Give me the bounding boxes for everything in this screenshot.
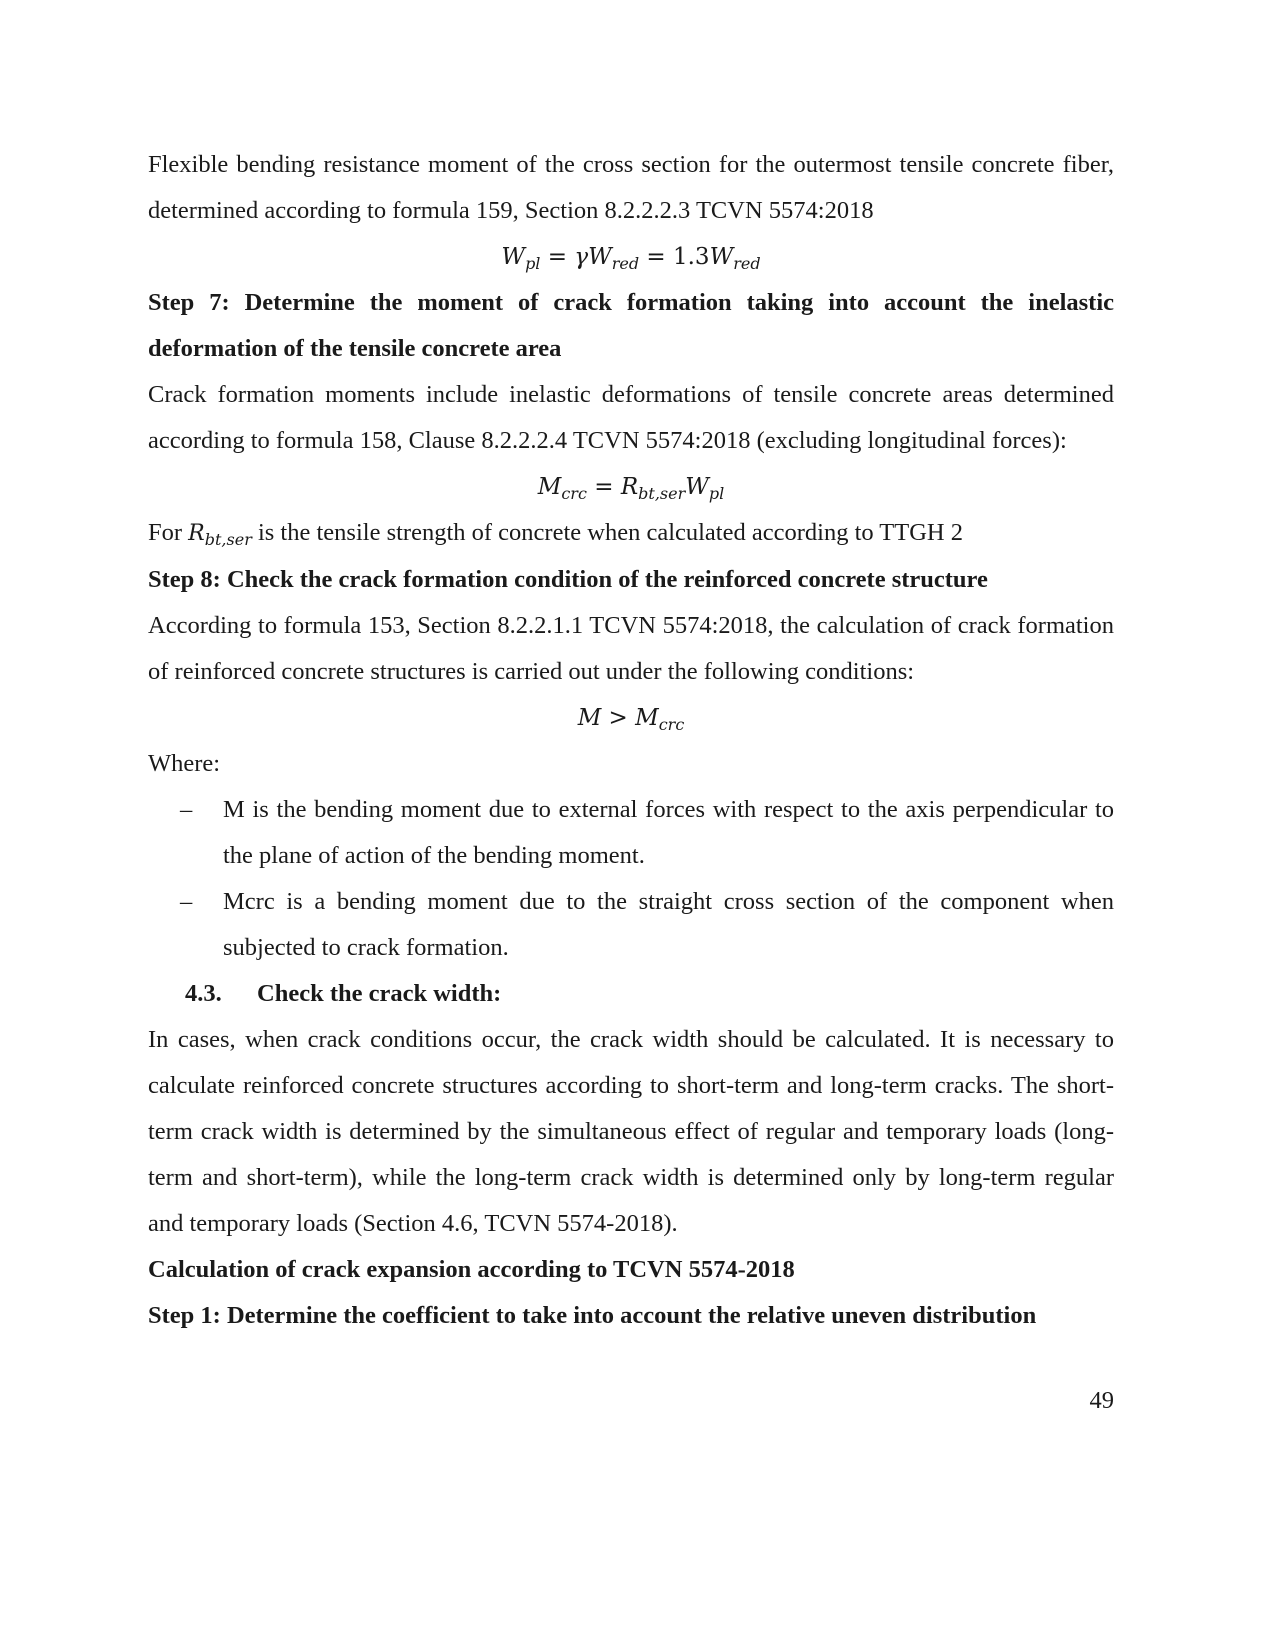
formula-operator: >	[601, 705, 636, 731]
formula-symbol: M	[537, 474, 562, 500]
formula-symbol: M	[635, 705, 659, 731]
formula-subscript: pl	[525, 254, 541, 273]
formula-subscript: bt,ser	[638, 484, 686, 503]
subsection-number: 4.3.	[185, 980, 222, 1007]
formula-subscript: bt,ser	[204, 530, 252, 549]
inline-math-rbtser	[188, 521, 252, 549]
formula-wpl	[148, 234, 1114, 280]
formula-symbol: R	[188, 521, 205, 546]
formula-coefficient: 1.3	[672, 244, 710, 270]
formula-symbol: γ	[574, 244, 589, 270]
heading-step-7: Step 7: Determine the moment of crack formation taking into account the inelastic deformation of the tensile concrete area	[148, 289, 1114, 362]
heading-step-8: Step 8: Check the crack formation condition of the reinforced concrete structure	[148, 566, 988, 593]
formula-operator: =	[639, 244, 673, 270]
dash-bullet: –	[180, 796, 193, 823]
formula-subscript: red	[733, 254, 761, 273]
text-fragment: is the tensile strength of concrete when calculated according to TTGH 2	[251, 519, 964, 546]
formula-condition	[148, 695, 1114, 741]
formula-operator: =	[540, 244, 575, 270]
text-fragment: For	[148, 519, 189, 546]
list-item-text: Mcrc is a bending moment due to the straight cross section of the component when subjected to crack formation.	[223, 888, 1114, 961]
formula-symbol: M	[577, 705, 602, 731]
paragraph-rbtser-definition	[148, 510, 1114, 557]
formula-symbol: R	[620, 474, 639, 500]
list-item-text: M is the bending moment due to external forces with respect to the axis perpendicular to the plane of action of the bending moment.	[223, 796, 1114, 869]
heading-calculation: Calculation of crack expansion according to TCVN 5574-2018	[148, 1256, 795, 1283]
formula-subscript: pl	[708, 484, 725, 503]
paragraph-formula-153: According to formula 153, Section 8.2.2.1.1 TCVN 5574:2018, the calculation of crack formation of reinforced concrete structures is carried out under the following conditions:	[148, 612, 1114, 685]
formula-mcrc	[148, 464, 1114, 510]
heading-step-1: Step 1: Determine the coefficient to take into account the relative uneven distribution	[148, 1302, 1037, 1329]
label-where: Where:	[148, 750, 221, 777]
formula-symbol: W	[501, 244, 526, 270]
formula-subscript: red	[611, 254, 640, 273]
formula-operator: =	[586, 474, 621, 500]
subsection-heading-4-3	[148, 971, 1114, 1017]
paragraph-crack-width: In cases, when crack conditions occur, the crack width should be calculated. It is necessary to calculate reinforced concrete structures according to short-term and long-term cracks. The short-term crack width is determined by the simultaneous effect of regular and temporary loads (long-term and short-term), while the long-term crack width is determined only by long-term regular and temporary loads (Section 4.6, TCVN 5574-2018).	[148, 1026, 1114, 1237]
formula-symbol: W	[709, 244, 734, 270]
page-body	[148, 142, 1114, 1339]
page-number: 49	[1089, 1387, 1114, 1414]
formula-symbol: W	[685, 474, 709, 500]
formula-subscript: crc	[658, 715, 685, 734]
list-item	[148, 879, 1114, 971]
dash-bullet: –	[180, 888, 193, 915]
paragraph-flexible-bending: Flexible bending resistance moment of the cross section for the outermost tensile concrete fiber, determined according to formula 159, Section 8.2.2.2.3 TCVN 5574:2018	[148, 151, 1114, 224]
definitions-list	[148, 787, 1114, 971]
formula-subscript: crc	[561, 484, 587, 503]
list-item	[148, 787, 1114, 879]
formula-symbol: W	[588, 244, 612, 270]
paragraph-crack-formation-moments: Crack formation moments include inelastic deformations of tensile concrete areas determined according to formula 158, Clause 8.2.2.2.4 TCVN 5574:2018 (excluding longitudinal forces):	[148, 381, 1114, 454]
subsection-title: Check the crack width:	[257, 980, 502, 1007]
